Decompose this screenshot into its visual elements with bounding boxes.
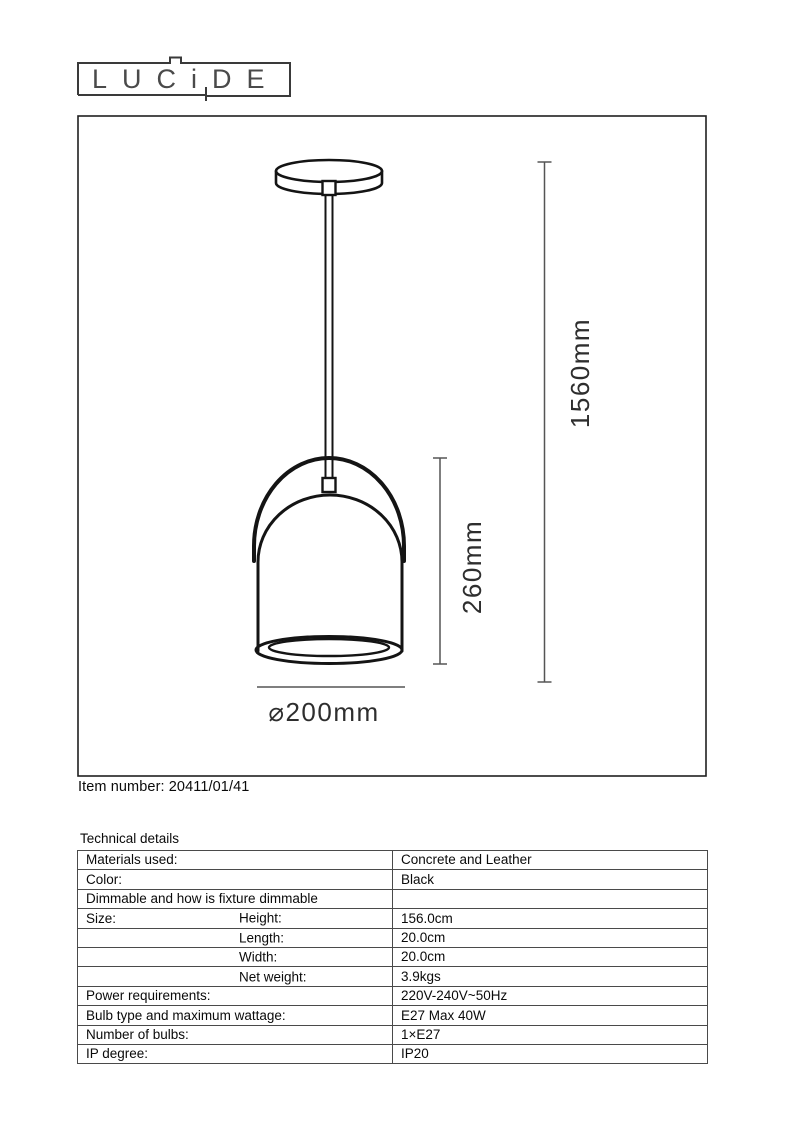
spec-value: 156.0cm <box>401 910 453 926</box>
spec-value: 3.9kgs <box>401 968 441 984</box>
table-row <box>78 967 708 986</box>
pendant-lamp-drawing <box>254 160 404 664</box>
table-row <box>78 889 708 908</box>
technical-drawing <box>77 115 707 777</box>
spec-label: Number of bulbs: <box>86 1026 189 1042</box>
dimension-lines <box>257 162 552 687</box>
table-row <box>78 1044 708 1063</box>
dimension-label-total-height: 1560mm <box>565 317 595 429</box>
table-row <box>78 1025 708 1044</box>
spec-label: Color: <box>86 871 123 887</box>
spec-sublabel: Length: <box>239 930 285 945</box>
spec-sublabel: Net weight: <box>239 968 307 984</box>
spec-value: Concrete and Leather <box>401 852 532 868</box>
table-row <box>78 986 708 1005</box>
shade-rim-outer <box>256 637 402 664</box>
item-number-line <box>78 779 249 795</box>
spec-label: IP degree: <box>86 1046 149 1062</box>
spec-sublabel: Height: <box>239 910 282 926</box>
shade-connector <box>323 478 336 492</box>
spec-label: Bulb type and maximum wattage: <box>86 1007 286 1023</box>
lamp-shade <box>256 478 402 664</box>
lucide-logo <box>72 54 296 104</box>
spec-label: Power requirements: <box>86 988 211 1004</box>
spec-value: 20.0cm <box>401 949 446 965</box>
spec-label: Dimmable and how is fixture dimmable <box>86 891 318 907</box>
dimension-line-shade-height <box>433 458 447 664</box>
table-row <box>78 909 708 928</box>
dimension-label-shade-height: 260mm <box>457 519 487 615</box>
spec-value: 1×E27 <box>401 1026 441 1042</box>
shade-rim-inner <box>269 639 389 656</box>
table-row <box>78 851 708 870</box>
leather-strap <box>254 458 404 561</box>
spec-value: 220V-240V~50Hz <box>401 988 508 1004</box>
spec-value: Black <box>401 871 435 887</box>
canopy-connector <box>323 181 336 195</box>
item-number-value: 20411/01/41 <box>168 779 250 795</box>
table-row <box>78 1006 708 1025</box>
suspension-rod <box>326 195 333 479</box>
spec-label: Materials used: <box>86 852 178 868</box>
table-row <box>78 928 708 947</box>
dimension-line-total-height <box>538 162 552 682</box>
drawing-frame <box>78 116 706 776</box>
spec-value: E27 Max 40W <box>401 1007 486 1023</box>
ceiling-canopy <box>276 160 382 195</box>
spec-value: IP20 <box>401 1046 429 1062</box>
dimension-label-diameter: ⌀200mm <box>268 697 380 727</box>
spec-value: 20.0cm <box>401 930 446 945</box>
spec-sublabel: Width: <box>239 949 278 965</box>
lucide-logo-text: LUCiDE <box>92 64 280 94</box>
spec-label: Size: <box>86 910 117 926</box>
item-number-label: Item number: <box>78 779 165 795</box>
table-row <box>78 947 708 966</box>
table-row <box>78 870 708 889</box>
technical-details-table <box>77 850 708 1064</box>
technical-details-title: Technical details <box>80 831 180 846</box>
